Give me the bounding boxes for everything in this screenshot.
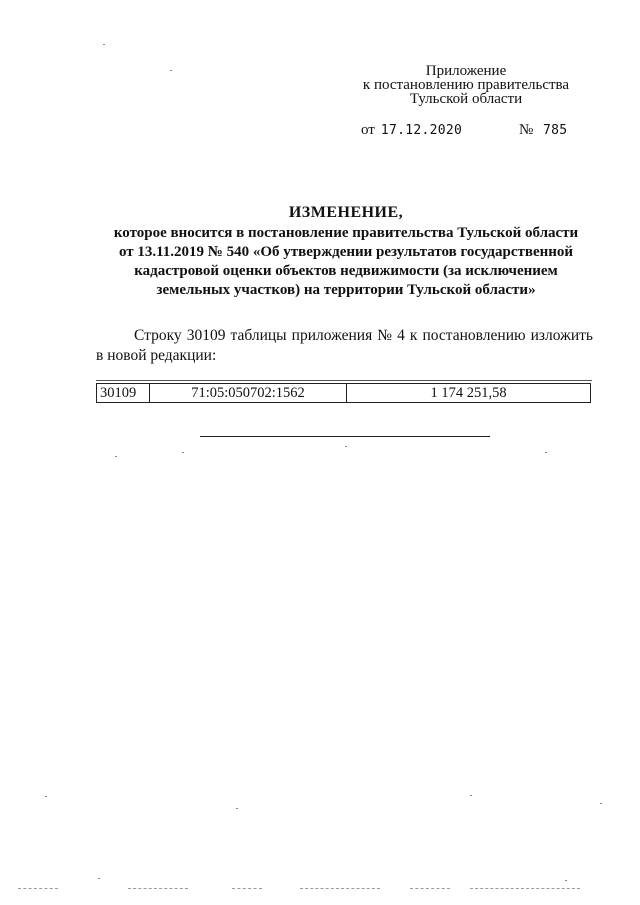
body-word: Строку xyxy=(134,327,182,344)
body-line-1 xyxy=(96,326,593,346)
scan-speck xyxy=(182,452,184,453)
title-line-4: земельных участков) на территории Тульской области» xyxy=(156,282,536,298)
scan-speck xyxy=(470,795,472,796)
body-word: 30109 xyxy=(186,327,226,344)
scan-artifact-line xyxy=(410,888,450,890)
decree-number: 785 xyxy=(543,123,568,138)
cadastral-number-cell: 71:05:050702:1562 xyxy=(150,384,347,403)
title-line-2: от 13.11.2019 № 540 «Об утверждении результатов государственной xyxy=(118,244,574,260)
decree-date: 17.12.2020 xyxy=(380,123,463,138)
scan-speck xyxy=(98,878,100,879)
title-line-1: которое вносится в постановление правительства Тульской области xyxy=(113,225,579,241)
scan-speck xyxy=(103,44,105,45)
body-word: приложения xyxy=(291,327,373,344)
appendix-line-3: Тульской области xyxy=(409,91,523,107)
decree-date-number xyxy=(361,122,568,139)
scan-artifact-line xyxy=(18,888,58,890)
title-line-3: кадастровой оценки объектов недвижимости (за исключением xyxy=(134,263,558,279)
scan-speck xyxy=(600,803,602,804)
body-word: 4 xyxy=(397,327,405,344)
scan-speck xyxy=(565,880,567,881)
body-word: таблицы xyxy=(230,327,287,344)
table-top-rule xyxy=(96,380,592,381)
appendix-line-1: Приложение xyxy=(425,63,507,79)
appendix-line-2: к постановлению правительства xyxy=(362,77,570,93)
appendix-header xyxy=(356,64,576,106)
body-paragraph xyxy=(96,326,593,366)
row-id-cell: 30109 xyxy=(97,384,150,403)
cadastral-value-cell: 1 174 251,58 xyxy=(347,384,591,403)
scan-speck xyxy=(236,808,238,809)
scan-artifact-line xyxy=(128,888,188,890)
table-row xyxy=(97,384,591,403)
title-main: ИЗМЕНЕНИЕ, xyxy=(288,204,404,221)
end-divider xyxy=(200,436,490,437)
scan-speck xyxy=(545,452,547,453)
body-word: изложить xyxy=(530,327,593,344)
document-title xyxy=(96,203,596,300)
body-word: № xyxy=(377,327,393,344)
scan-artifact-line xyxy=(232,888,262,890)
scan-artifact-line xyxy=(300,888,380,890)
scan-speck xyxy=(170,70,172,71)
replacement-row-table xyxy=(96,383,591,403)
scan-speck xyxy=(115,456,117,457)
body-word: постановлению xyxy=(422,327,526,344)
body-word: к xyxy=(409,327,418,344)
body-line-2: в новой редакции: xyxy=(96,347,217,364)
date-prefix: от xyxy=(361,122,375,138)
scan-speck xyxy=(45,796,47,797)
number-sign: № xyxy=(519,122,534,138)
scan-speck xyxy=(345,446,347,447)
scan-artifact-line xyxy=(470,888,580,890)
